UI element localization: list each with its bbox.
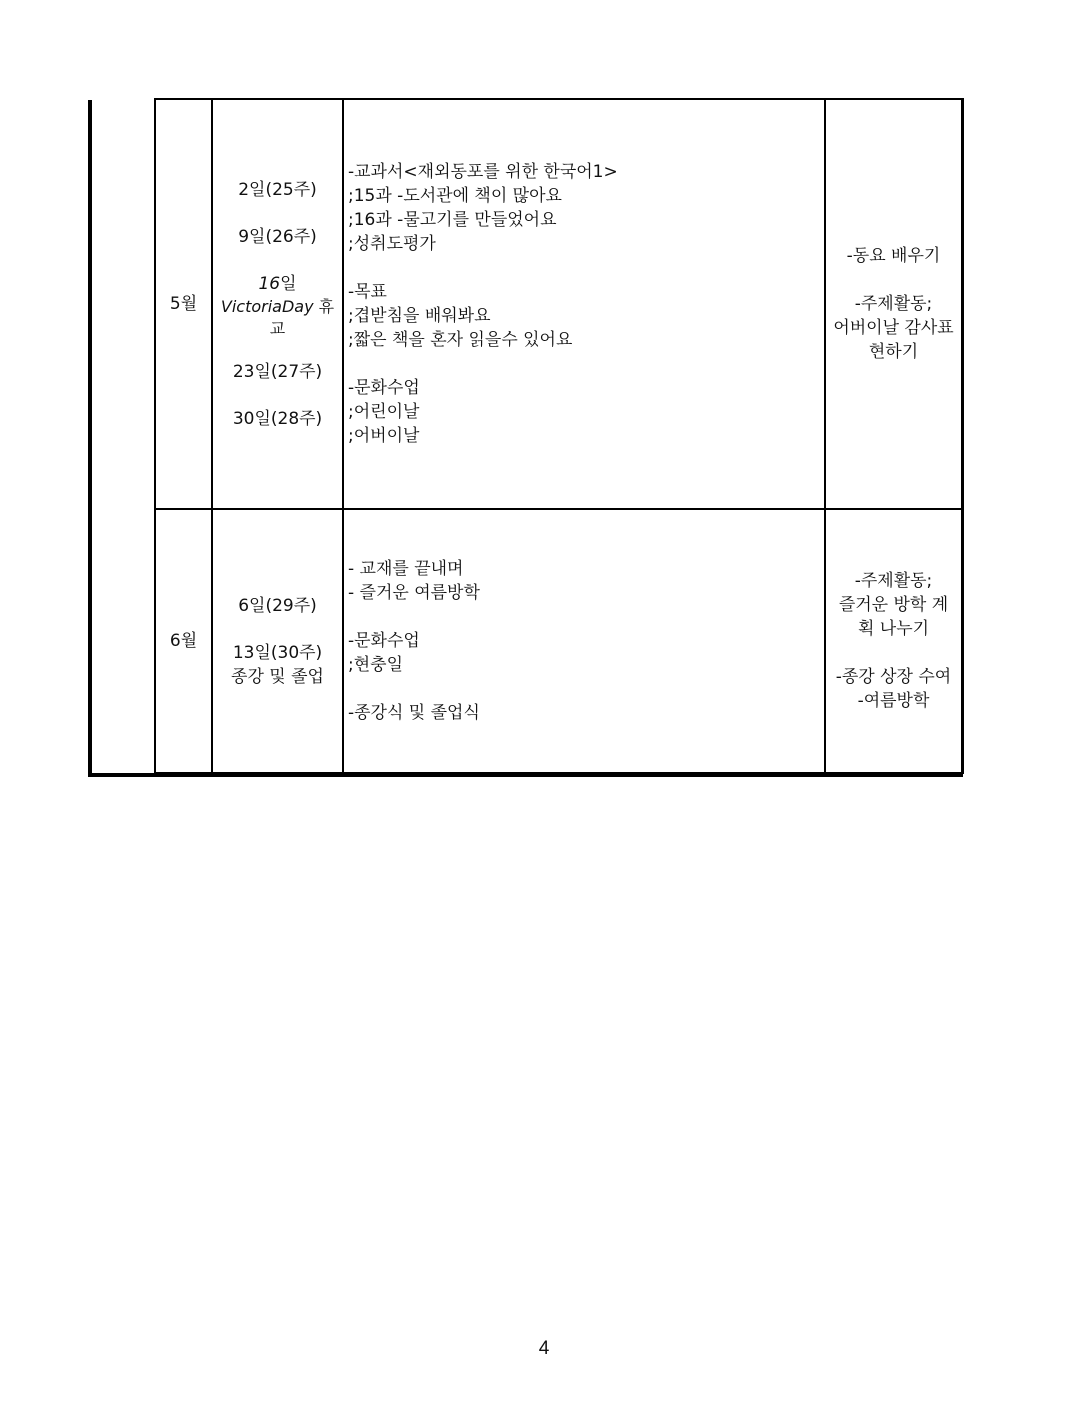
content-line: - 교재를 끝내며	[348, 559, 464, 579]
month-cell	[155, 99, 212, 509]
activity-line: 어버이날 감사표	[833, 318, 954, 338]
date-entry: 2일(25주)	[238, 179, 317, 200]
content-cell	[343, 509, 825, 773]
activity-line: 획 나누기	[857, 619, 930, 639]
activity-line: 현하기	[868, 342, 919, 362]
date-entry: 9일(26주)	[238, 226, 317, 247]
activity-line: 즐거운 방학 계	[838, 595, 949, 615]
dates-cell	[212, 509, 343, 773]
content-line: -목표	[348, 282, 387, 302]
holiday-day: 16	[258, 273, 281, 294]
content-line: -교과서<재외동포를 위한 한국어1>	[348, 162, 618, 182]
date-entry: 6일(29주)	[238, 595, 317, 616]
date-entry: 종강 및 졸업	[231, 666, 324, 687]
date-entry: 23일(27주)	[232, 361, 323, 382]
month-label: 6월	[169, 631, 198, 651]
activity-cell	[825, 509, 963, 773]
content-line: ;16과 -물고기를 만들었어요	[348, 210, 557, 230]
activity-line: -동요 배우기	[846, 246, 941, 266]
activity-line: -주제활동;	[854, 571, 933, 591]
holiday-note: 휴	[318, 296, 335, 316]
activity-line: -종강 상장 수여	[835, 667, 952, 687]
activity-line: -여름방학	[857, 691, 930, 711]
holiday-note-2: 교	[269, 318, 286, 338]
content-line: -종강식 및 졸업식	[348, 703, 480, 723]
holiday-day-suffix: 일	[280, 273, 297, 294]
content-line: ;현충일	[348, 655, 403, 675]
curriculum-schedule-table	[154, 98, 964, 774]
content-line: ;어린이날	[348, 402, 420, 422]
date-entry: 13일(30주)	[232, 642, 323, 663]
content-line: ;짧은 책을 혼자 읽을수 있어요	[348, 330, 573, 350]
table-row-may	[155, 99, 963, 509]
month-label: 5월	[169, 294, 198, 314]
content-line: -문화수업	[348, 631, 420, 651]
content-line: ;성취도평가	[348, 234, 436, 254]
activity-line: -주제활동;	[854, 294, 933, 314]
content-line: ;어버이날	[348, 426, 420, 446]
date-entry: 30일(28주)	[232, 408, 323, 429]
content-line: - 즐거운 여름방학	[348, 583, 480, 603]
table-row-june	[155, 509, 963, 773]
holiday-entry	[213, 272, 342, 296]
dates-cell	[212, 99, 343, 509]
activity-cell	[825, 99, 963, 509]
content-line: ;겹받침을 배워봐요	[348, 306, 491, 326]
content-line: -문화수업	[348, 378, 420, 398]
content-cell	[343, 99, 825, 509]
holiday-name: VictoriaDay	[220, 296, 314, 316]
outer-table-left-border	[88, 100, 92, 777]
page-number: 4	[538, 1338, 550, 1359]
holiday-name-line	[213, 296, 342, 318]
content-line: ;15과 -도서관에 책이 많아요	[348, 186, 562, 206]
month-cell	[155, 509, 212, 773]
